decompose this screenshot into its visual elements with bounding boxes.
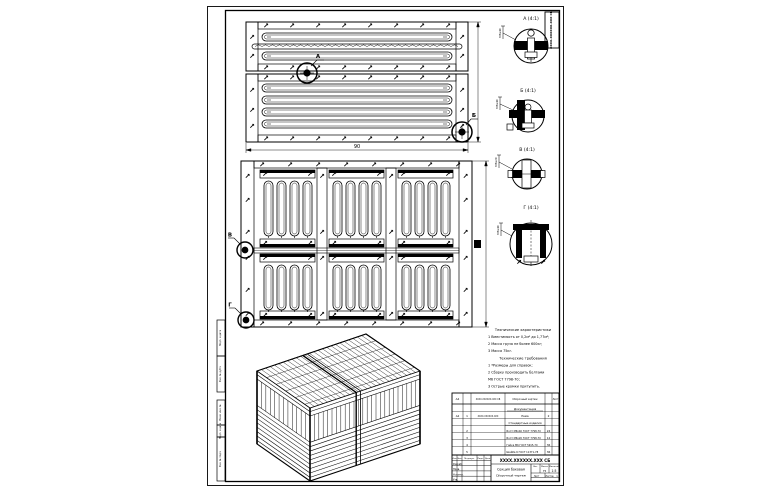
svg-text:Стандартные изделия: Стандартные изделия [508,421,542,425]
svg-text:Листов: Листов [545,475,554,478]
titleblock-title1: Секция боковая [497,467,525,472]
svg-text:24: 24 [546,428,551,433]
tech-spec-line: 1 Вместимость от 0,2м³ до 1,77м³; [488,335,550,339]
svg-text:Лист: Лист [552,398,559,401]
svg-text:Рама: Рама [521,413,529,418]
svg-text:Лит.: Лит. [533,466,538,469]
tech-heading-specs: Технические характеристики [494,328,552,332]
svg-text:Сборочный чертеж: Сборочный чертеж [512,398,538,401]
svg-text:75: 75 [542,469,547,473]
svg-text:ХХХХ.ХХХХХХ.ХХХ СБ: ХХХХ.ХХХХХХ.ХХХ СБ [475,398,501,401]
svg-text:Болт М6х20 ГОСТ 7798-70: Болт М6х20 ГОСТ 7798-70 [506,436,541,440]
tech-req-line: 1 *Размеры для справок; [488,363,533,368]
detail-title-v: В (4:1) [519,148,535,153]
detail-title-g: Г (4:1) [523,206,539,211]
svg-text:№ докум.: № докум. [464,458,475,460]
callout-label-g: Г [228,302,232,309]
svg-text:Н.контр.: Н.контр. [453,473,464,477]
detail-title-b: Б (4:1) [520,89,536,94]
svg-text:А4: А4 [455,413,460,418]
titleblock-title2: Сборочный чертеж [495,473,527,478]
svg-text:Масса: Масса [541,466,548,469]
tech-req-line: 2 Сборку производить болтами [488,370,545,375]
detail-tag-b: М6х40 [495,99,499,109]
svg-text:36: 36 [546,442,551,447]
margin-stamp-label: Инв. № подл. [219,450,222,468]
tech-heading-reqs: Технические требования [499,356,547,361]
detail-tag-g: М6х40 [496,225,500,235]
tech-req-line: М6 ГОСТ 7798-70; [488,377,520,382]
svg-text:Масштаб: Масштаб [549,466,559,469]
svg-text:Шайба 6 ГОСТ 11371-78: Шайба 6 ГОСТ 11371-78 [506,450,539,454]
svg-text:А4: А4 [455,397,460,401]
svg-text:1:5: 1:5 [551,469,557,474]
svg-text:Подп.: Подп. [477,458,484,460]
svg-text:ХХХХ.ХХХХХХ.ХХХ: ХХХХ.ХХХХХХ.ХХХ [477,414,499,418]
svg-text:2: 2 [466,428,468,433]
svg-text:2: 2 [547,413,550,418]
svg-text:5: 5 [466,449,468,454]
svg-text:36: 36 [546,449,551,454]
margin-stamp-label: Подп. и дата [219,329,222,347]
callout-label-b: Б [471,113,477,119]
svg-text:Гайка М6 ГОСТ 5915-70: Гайка М6 ГОСТ 5915-70 [506,443,538,447]
svg-text:Болт М6х40 ГОСТ 7798-70: Болт М6х40 ГОСТ 7798-70 [506,429,541,433]
svg-text:Разраб.: Разраб. [453,462,463,466]
svg-text:4: 4 [466,442,468,447]
corner-stamp-designation: ХХХХ.ХХХХХХ.ХХХ СБ [549,11,553,49]
tech-spec-line: 2 Масса груза не более 600кг; [488,342,543,346]
svg-text:Изм.: Изм. [452,458,457,460]
svg-text:Утв.: Утв. [453,478,459,482]
tech-req-line: 3 Острые кромки притупить. [488,384,540,389]
svg-text:Лист: Лист [456,458,463,460]
callout-label-v: В [227,232,233,239]
margin-stamp-label: Инв. № дубл. [219,365,222,383]
margin-stamp-label: Подп. и дата [219,422,222,440]
callout-label-a: А [315,54,321,60]
titleblock-designation: ХХХХ.ХХХХХХ.ХХХ СБ [499,457,551,463]
svg-text:12: 12 [546,435,551,440]
detail-tag-a: М6х40 [498,28,502,38]
dimension-width: 90 [353,144,361,150]
detail-tag-v: М6х20 [494,157,498,167]
tech-spec-line: 3 Масса 75кг. [488,349,513,353]
svg-text:Пров.: Пров. [453,468,460,472]
detail-title-a: А (4:1) [523,17,539,22]
svg-text:Документация: Документация [513,406,537,411]
svg-text:Лист: Лист [533,475,540,478]
svg-text:3: 3 [466,435,468,440]
svg-text:1: 1 [556,475,558,478]
margin-stamp-label: Взам. инв. № [219,404,222,421]
svg-text:1: 1 [466,413,468,418]
svg-text:Дата: Дата [484,458,491,460]
